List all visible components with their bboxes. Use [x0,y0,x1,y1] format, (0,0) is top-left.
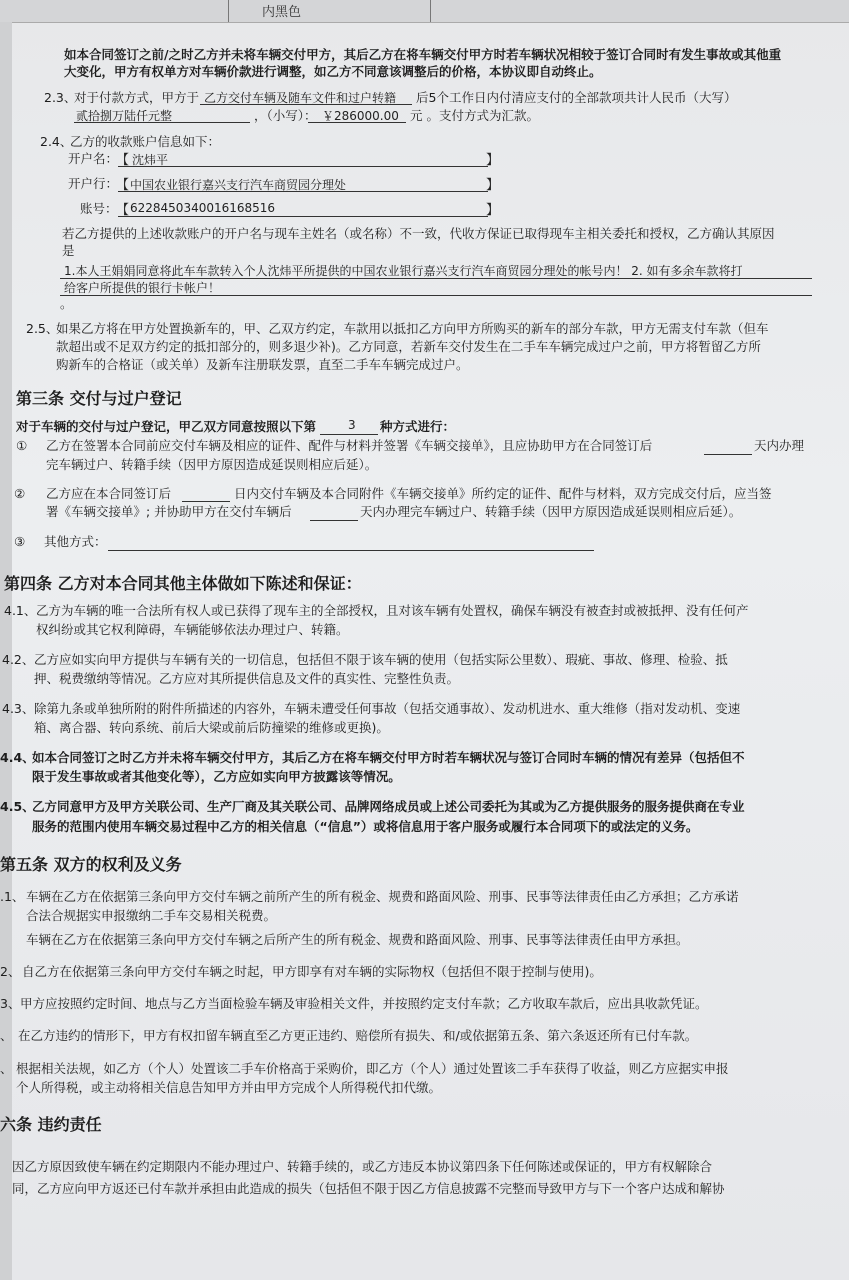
clause-text: 个人所得税，或主动将相关信息告知甲方并由甲方完成个人所得税代扣代缴。 [16,1080,442,1095]
clause-text: 乙方在签署本合同前应交付车辆及相应的证件、配件与材料并签署《车辆交接单》，且应协助甲方在合同签订后 [46,438,653,453]
clause-text: 箱、离合器、转向系统、前后大梁或前后防撞梁的维修或更换)。 [34,720,389,735]
reason-value: 给客户所提供的银行卡帐户！ [64,281,221,295]
table-cell-divider [430,0,431,22]
clause-text: 甲方应按照约定时间、地点与乙方当面检验车辆及审验相关文件，并按照约定支付车款；乙方收取车款后，应出具收款凭证。 [20,996,708,1011]
clause-number: 2.4、 [40,134,73,149]
amount-in-figures-value: ￥286000.00 [322,109,399,123]
table-cell-divider [228,0,229,22]
account-number-label: 账号： [80,201,118,216]
clause-text: 天内办理 [754,438,805,453]
clause-text: 后5个工作日内付清应支付的全部款项共计人民币（大写） [416,90,737,105]
clause-text: ，（小写）： [254,108,317,123]
underline [74,122,250,123]
clause-number: 4.4、 [0,750,35,765]
clause-number: 4.5、 [0,799,35,814]
section-title: 第五条 双方的权利及义务 [0,855,182,874]
underline [320,434,378,435]
clause-text: 元 。支付方式为汇款。 [410,108,539,123]
clause-text: 在乙方违约的情形下，甲方有权扣留车辆直至乙方更正违约、赔偿所有损失、和/或依据第五条、第六条返还所有已付车款。 [18,1028,698,1043]
bracket-open: 【 [116,153,130,168]
underline [182,501,230,502]
bank-label: 开户行： [68,176,119,191]
clause-text: 完车辆过户、转籍手续（因甲方原因造成延误则相应后延）。 [46,457,378,472]
clause-text: 署《车辆交接单》; 并协助甲方在交付车辆后 [46,504,292,519]
clause-text: 款超出或不足双方约定的抵扣部分的，则多退少补)。乙方同意，若新车交付发生在二手车车辆完成过户之前，甲方将暂留乙方所 [56,339,761,354]
clause-text: 大变化，甲方有权单方对车辆价款进行调整，如乙方不同意该调整后的价格，本协议即自动终止。 [64,64,602,79]
clause-text: 限于发生事故或者其他变化等），乙方应如实向甲方披露该等情况。 [32,769,401,784]
clause-text: 合法合规据实申报缴纳二手车交易相关税费。 [26,908,277,923]
method-choice-value: 3 [348,418,356,432]
reason-value: 1.本人王娟娟同意将此车车款转入个人沈炜平所提供的中国农业银行嘉兴支行汽车商贸园分理处的帐号内！ 2. 如有多余车款将打 [64,264,743,278]
option-marker: ① [16,438,28,453]
underline [310,520,358,521]
clause-text: 车辆在乙方在依据第三条向甲方交付车辆之后所产生的所有税金、规费和路面风险、刑事、民事等法律责任由甲方承担。 [26,932,689,947]
underline [60,295,812,296]
clause-text: 押、税费缴纳等情况。乙方应对其所提供信息及文件的真实性、完整性负责。 [34,671,460,686]
clause-number: 2.3、 [44,90,77,105]
clause-text: 如本合同签订之时乙方并未将车辆交付甲方，其后乙方在将车辆交付甲方时若车辆状况与签订合同时车辆的情况有差异（包括但不 [32,750,745,765]
section-title: 第四条 乙方对本合同其他主体做如下陈述和保证： [4,574,362,593]
clause-text: 如果乙方将在甲方处置换新车的，甲、乙双方约定，车款用以抵扣乙方向甲方所购买的新车的部分车款，甲方无需支付车款（但车 [56,321,769,336]
section-title: 第三条 交付与过户登记 [16,389,182,408]
clause-text: 权纠纷或其它权利障碍，车辆能够依法办理过户、转籍。 [36,622,349,637]
clause-text: 乙方同意甲方及甲方关联公司、生产厂商及其关联公司、品牌网络成员或上述公司委托为其或为乙方提供服务的服务提供商在专业 [32,799,745,814]
clause-text: 其他方式： [44,534,107,549]
underline [118,166,488,167]
clause-text: 如本合同签订之前/之时乙方并未将车辆交付甲方，其后乙方在将车辆交付甲方时若车辆状况相较于签订合同时有发生事故或其他重 [64,47,782,62]
clause-text: 日内交付车辆及本合同附件《车辆交接单》所约定的证件、配件与材料，双方完成交付后，应当签 [234,486,772,501]
clause-number: 4.1、 [4,603,37,618]
underline [118,216,488,217]
clause-text: 若乙方提供的上述收款账户的开户名与现车主姓名（或名称）不一致，代收方保证已取得现车主相关委托和授权，乙方确认其原因 [62,226,775,241]
bank-value: 中国农业银行嘉兴支行汽车商贸园分理处 [130,178,347,192]
option-marker: ② [14,486,26,501]
clause-number: 2、 [0,964,21,979]
clause-text: 种方式进行： [380,419,456,434]
clause-text: 服务的范围内使用车辆交易过程中乙方的相关信息（“信息”）或将信息用于客户服务或履行本合同项下的或法定的义务。 [32,819,699,834]
bracket-open: 【 [116,178,130,193]
clause-text: 因乙方原因致使车辆在约定期限内不能办理过户、转籍手续的，或乙方违反本协议第四条下任何陈述或保证的，甲方有权解除合 [12,1159,713,1174]
clause-number: 、 [0,1061,13,1076]
clause-text: 乙方应如实向甲方提供与车辆有关的一切信息，包括但不限于该车辆的使用（包括实际公里数）、瑕疵、事故、修理、检验、抵 [34,652,728,667]
bracket-open: 【 [116,203,130,218]
clause-text: 对于付款方式，甲方于 [74,90,200,105]
underline [308,122,406,123]
clause-text: 天内办理完车辆过户、转籍手续（因甲方原因造成延误则相应后延）。 [360,504,742,519]
clause-text: 根据相关法规，如乙方（个人）处置该二手车价格高于采购价，即乙方（个人）通过处置该二手车获得了收益，则乙方应据实申报 [16,1061,729,1076]
clause-text: 车辆在乙方在依据第三条向甲方交付车辆之前所产生的所有税金、规费和路面风险、刑事、民事等法律责任由乙方承担；乙方承诺 [26,889,739,904]
bracket-close: 】 [486,178,500,193]
clause-text: 是 [62,243,75,258]
underline [118,191,488,192]
table-cell-label: 内黑色 [262,5,302,20]
underline [200,104,412,105]
account-holder-value: 沈炜平 [132,153,169,167]
clause-text: 乙方应在本合同签订后 [46,486,172,501]
clause-text: 。 [60,296,73,311]
account-holder-label: 开户名： [68,151,119,166]
section-title: 六条 违约责任 [0,1115,102,1134]
clause-number: 4.2、 [2,652,35,667]
underline [108,550,594,551]
delivery-condition-value: 乙方交付车辆及随车文件和过户转籍 [204,91,397,105]
clause-text: 自乙方在依据第三条向甲方交付车辆之时起，甲方即享有对车辆的实际物权（包括但不限于控制与使用)。 [22,964,602,979]
amount-in-words-value: 贰拾捌万陆仟元整 [76,109,173,123]
clause-text: 对于车辆的交付与过户登记，甲乙双方同意按照以下第 [16,419,317,434]
account-number-value: 6228450340016168516 [130,201,276,215]
clause-text: 乙方为车辆的唯一合法所有权人或已获得了现车主的全部授权，且对该车辆有处置权，确保车辆没有被查封或被抵押、没有任何产 [36,603,749,618]
clause-text: 购新车的合格证（或关单）及新车注册联发票，直至二手车车辆完成过户。 [56,357,469,372]
underline [704,454,752,455]
clause-text: 乙方的收款账户信息如下： [70,134,221,149]
clause-text: 除第九条或单独所附的附件所描述的内容外，车辆未遭受任何事故（包括交通事故）、发动机进水、重大维修（指对发动机、变速 [34,701,741,716]
clause-number: 2.5、 [26,321,59,336]
previous-page-table-strip [0,0,849,23]
bracket-close: 】 [486,153,500,168]
clause-number: 4.3、 [2,701,35,716]
clause-number: .1、 [0,889,25,904]
clause-number: 、 [0,1028,13,1043]
clause-number: 3、 [0,996,21,1011]
bracket-close: 】 [486,203,500,218]
option-marker: ③ [14,534,26,549]
clause-text: 同，乙方应向甲方返还已付车款并承担由此造成的损失（包括但不限于因乙方信息披露不完整而导致甲方与下一个客户达成和解协 [12,1181,725,1196]
